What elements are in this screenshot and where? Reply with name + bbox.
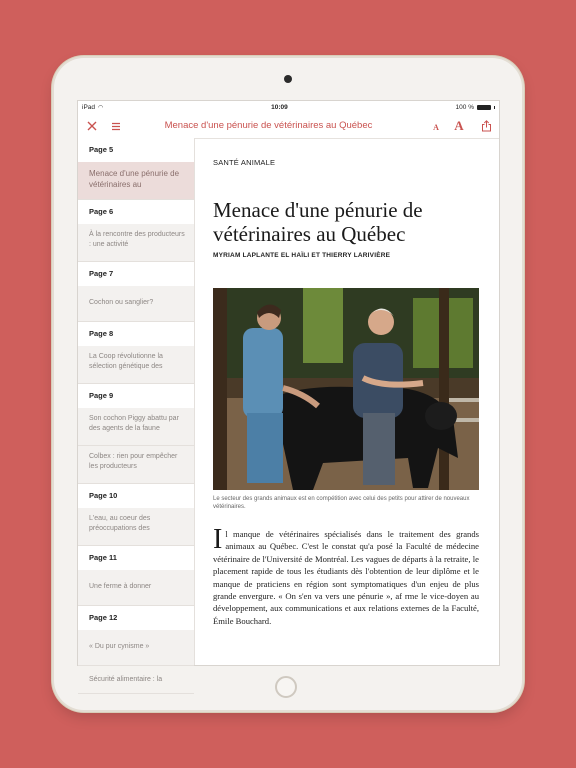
toc-item[interactable]: « Du pur cynisme » bbox=[78, 630, 194, 666]
article-photo bbox=[213, 288, 479, 490]
article-body bbox=[213, 524, 479, 627]
toc-item[interactable]: L'eau, au coeur des préoccupations des bbox=[78, 508, 194, 546]
article-content bbox=[194, 138, 499, 665]
device-label: iPad bbox=[82, 104, 96, 111]
toc-page-header: Page 6 bbox=[78, 200, 194, 224]
toc-page-header: Page 8 bbox=[78, 322, 194, 346]
toc-item[interactable]: Sécurité alimentaire : la bbox=[78, 666, 194, 694]
toc-item[interactable]: À la rencontre des producteurs : une activité bbox=[78, 224, 194, 262]
article-headline: Menace d'une pénurie de vétérinaires au Québec bbox=[213, 198, 423, 246]
status-bar bbox=[78, 101, 499, 114]
ipad-device-frame bbox=[54, 58, 522, 710]
close-icon[interactable] bbox=[84, 118, 100, 134]
article-byline: MYRIAM LAPLANTE EL HAÏLI ET THIERRY LARIVIÈRE bbox=[213, 252, 391, 259]
toc-page-header: Page 11 bbox=[78, 546, 194, 570]
battery-percent: 100 % bbox=[455, 104, 474, 111]
app-screen bbox=[77, 100, 500, 683]
section-label: SANTÉ ANIMALE bbox=[213, 158, 276, 167]
article-body-text: l manque de vétérinaires spécialisés dans le traitement des grands animaux au Québec. C'est le constat qu'a posé la Faculté de médecine vétérinaire de l'Université de Montréal. Les vagues de départs à la retraite, le placement rapide de tous les étudiants dès l'obtention de leur diplôme et le manque de praticiens en région sont symptomatiques d'un enjeu de plus grande envergure. « On s'en va vers une pénurie », af rme le vice-doyen au développement, aux communications et aux relations externes de la Faculté, Émile Bouchard. bbox=[213, 529, 479, 626]
hamburger-menu-icon[interactable] bbox=[108, 118, 124, 134]
toc-item[interactable]: La Coop révolutionne la sélection génétique des bbox=[78, 346, 194, 384]
toc-page-header: Page 5 bbox=[78, 138, 194, 162]
battery-icon bbox=[477, 105, 491, 110]
toc-page-header: Page 12 bbox=[78, 606, 194, 630]
front-camera bbox=[284, 75, 292, 83]
toc-page-header: Page 7 bbox=[78, 262, 194, 286]
toc-page-header: Page 10 bbox=[78, 484, 194, 508]
toc-item[interactable]: Une ferme à donner bbox=[78, 570, 194, 606]
home-button[interactable] bbox=[275, 676, 297, 698]
table-of-contents-sidebar bbox=[78, 138, 195, 683]
photo-caption: Le secteur des grands animaux est en compétition avec celui des petits pour attirer de nouveaux vétérinaires. bbox=[213, 496, 470, 510]
decrease-font-button[interactable]: A bbox=[433, 122, 439, 132]
toc-item[interactable]: Colbex : rien pour empêcher les producteurs bbox=[78, 446, 194, 484]
status-time: 10:09 bbox=[271, 104, 288, 111]
increase-font-button[interactable]: A bbox=[454, 118, 464, 133]
drop-cap: I bbox=[213, 524, 223, 555]
wifi-icon: ◠ bbox=[98, 105, 104, 111]
veterinarian-cow-photo bbox=[213, 288, 479, 490]
article-title-bar: Menace d'une pénurie de vétérinaires au Québec bbox=[164, 120, 373, 131]
toc-item-active[interactable]: Menace d'une pénurie de vétérinaires au bbox=[78, 162, 194, 200]
toc-item[interactable]: Cochon ou sanglier? bbox=[78, 286, 194, 322]
share-icon[interactable] bbox=[478, 118, 494, 134]
reader-toolbar bbox=[78, 114, 499, 139]
toc-item[interactable]: Son cochon Piggy abattu par des agents de la faune bbox=[78, 408, 194, 446]
toc-page-header: Page 9 bbox=[78, 384, 194, 408]
